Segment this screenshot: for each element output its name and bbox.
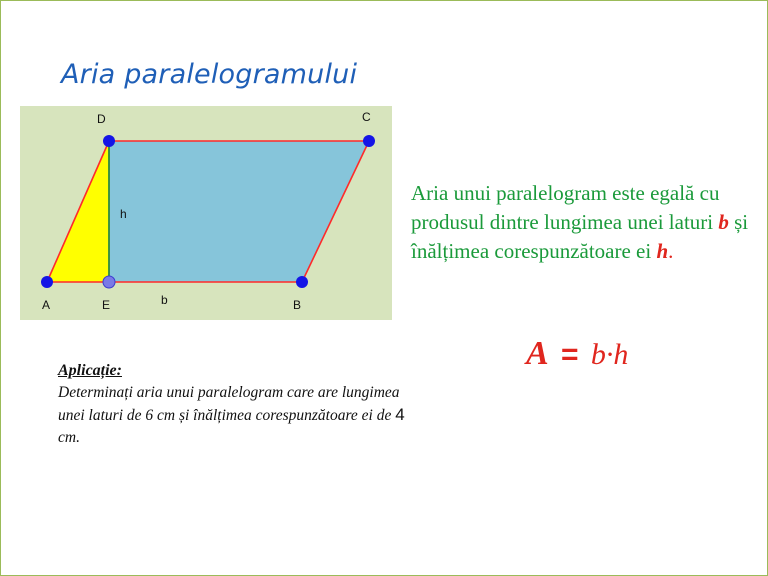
label-a: A — [42, 298, 51, 312]
application-heading: Aplicație: — [58, 362, 122, 379]
application-text — [58, 382, 418, 449]
definition-part-2: și înălțimea corespunzătoare ei — [411, 210, 749, 263]
point-d — [103, 135, 115, 147]
point-c — [363, 135, 375, 147]
label-h: h — [120, 207, 127, 221]
definition-part-1: Aria unui paralelogram este egală cu produsul dintre lungimea unei laturi — [411, 181, 720, 234]
definition-period: . — [668, 239, 674, 263]
area-formula — [526, 335, 628, 373]
parallelogram-figure — [20, 106, 392, 320]
application-text-1: Determinați aria unui paralelogram care are lungimea unei laturi de 6 cm și înălțimea corespunzătoare ei de — [58, 384, 400, 424]
label-c: C — [362, 110, 371, 124]
label-d: D — [97, 112, 106, 126]
formula-lhs: A — [526, 335, 549, 372]
point-e — [103, 276, 115, 288]
label-e: E — [102, 298, 111, 312]
formula-equals: = — [561, 338, 579, 371]
slide-title: Aria paralelogramului — [61, 59, 358, 90]
point-b — [296, 276, 308, 288]
label-b-side: b — [161, 293, 168, 307]
definition-var-b: b — [718, 210, 729, 234]
label-b-point: B — [293, 298, 302, 312]
application-text-2: cm. — [58, 429, 80, 446]
point-a — [41, 276, 53, 288]
application-value: 4 — [395, 405, 405, 424]
application-block — [58, 360, 418, 449]
definition-text — [411, 179, 756, 266]
definition-var-h: h — [656, 239, 669, 263]
formula-rhs: b·h — [590, 338, 629, 371]
